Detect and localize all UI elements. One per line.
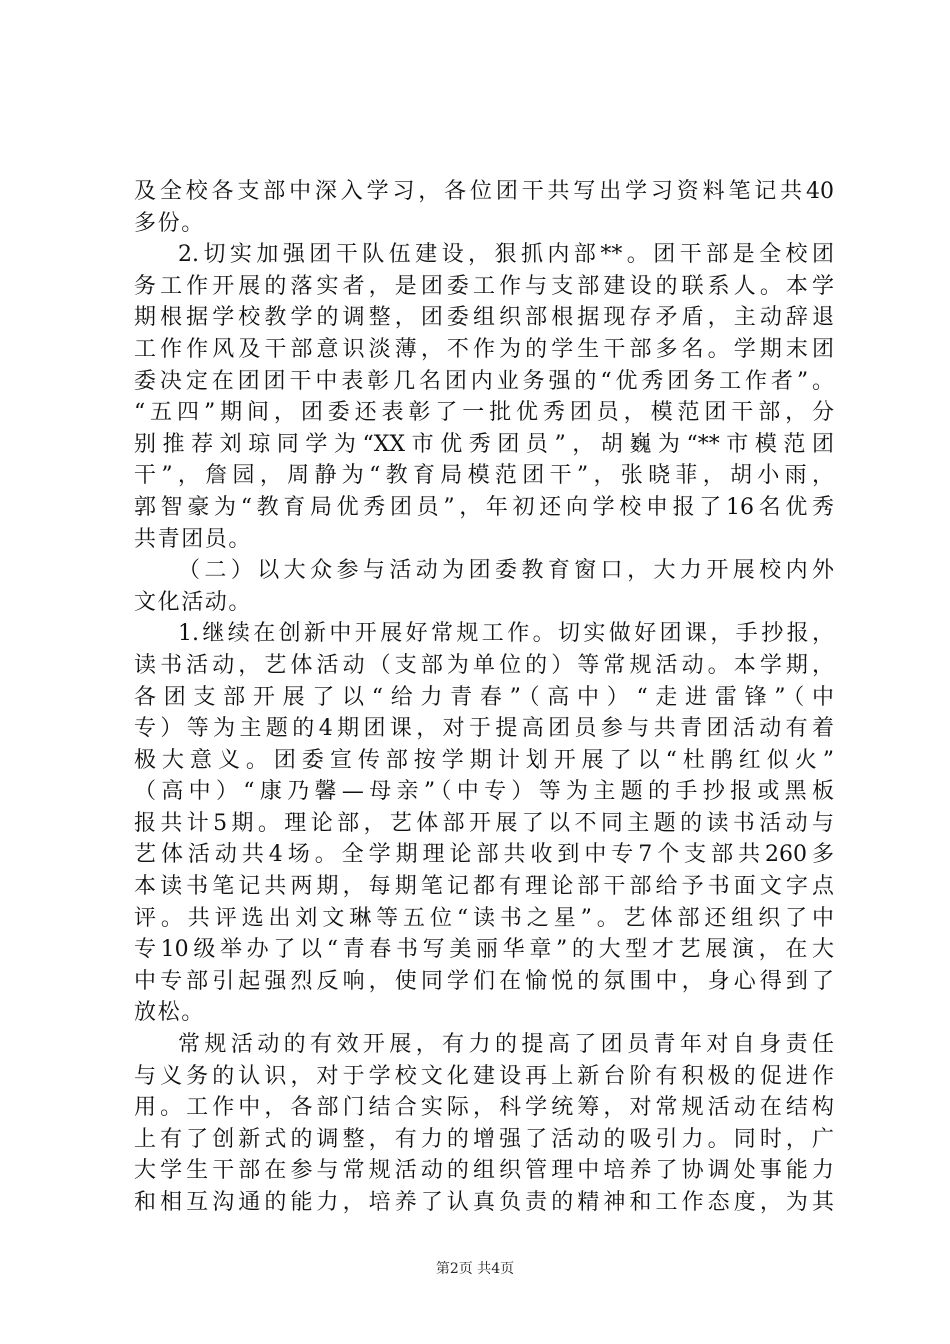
text-line: 上有了创新式的调整，有力的增强了活动的吸引力。同时，广 <box>134 1126 834 1152</box>
text-line: 各团支部开展了以“给力青春”（高中）“走进雷锋”（中 <box>134 684 834 710</box>
text-line: 务工作开展的落实者，是团委工作与支部建设的联系人。本学 <box>134 273 834 299</box>
text-line: 多份。 <box>134 210 205 236</box>
text-line: 极大意义。团委宣传部按学期计划开展了以“杜鹃红似火” <box>134 747 834 773</box>
text-line: 与义务的认识，对于学校文化建设再上新台阶有积极的促进作 <box>134 1063 834 1089</box>
text-line: 干”，詹园，周静为“教育局模范团干”，张晓菲，胡小雨， <box>134 463 834 489</box>
text-line: 报共计5期。理论部，艺体部开展了以不同主题的读书活动与 <box>134 810 834 836</box>
text-line: 郭智豪为“教育局优秀团员”，年初还向学校申报了16名优秀 <box>134 494 834 520</box>
text-line: 文化活动。 <box>134 589 253 615</box>
text-line: 2.切实加强团干队伍建设，狠抓内部**。团干部是全校团 <box>178 242 834 268</box>
document-body <box>134 176 834 1219</box>
page-number-footer: 第2页 共4页 <box>435 1261 515 1277</box>
text-line: （高中）“康乃馨—母亲”（中专）等为主题的手抄报或黑板 <box>134 779 834 805</box>
text-line: 共青团员。 <box>134 526 253 552</box>
text-line: 及全校各支部中深入学习，各位团干共写出学习资料笔记共40 <box>134 179 834 204</box>
text-line: 别推荐刘琼同学为“XX市优秀团员”，胡巍为“**市模范团 <box>134 431 834 457</box>
text-line: 本读书笔记共两期，每期笔记都有理论部干部给予书面文字点 <box>134 874 834 900</box>
text-line: 评。共评选出刘文琳等五位“读书之星”。艺体部还组织了中 <box>134 905 834 931</box>
text-line: 中专部引起强烈反响，使同学们在愉悦的氛围中，身心得到了 <box>134 968 834 994</box>
text-line: 大学生干部在参与常规活动的组织管理中培养了协调处事能力 <box>134 1158 834 1184</box>
text-line: 期根据学校教学的调整，团委组织部根据现存矛盾，主动辞退 <box>134 305 834 331</box>
text-line: 和相互沟通的能力，培养了认真负责的精神和工作态度，为其 <box>134 1190 834 1215</box>
text-line: 委决定在团团干中表彰几名团内业务强的“优秀团务工作者”。 <box>134 368 834 394</box>
text-line: （二）以大众参与活动为团委教育窗口，大力开展校内外 <box>178 558 834 584</box>
text-line: 艺体活动共4场。全学期理论部共收到中专7个支部共260多 <box>134 842 834 868</box>
text-line: 专10级举办了以“青春书写美丽华章”的大型才艺展演，在大 <box>134 937 834 963</box>
text-line: 工作作风及干部意识淡薄，不作为的学生干部多名。学期末团 <box>134 336 834 362</box>
text-line: 读书活动，艺体活动（支部为单位的）等常规活动。本学期， <box>134 652 834 678</box>
text-line: 专）等为主题的4期团课，对于提高团员参与共青团活动有着 <box>134 716 834 742</box>
text-line: “五四”期间，团委还表彰了一批优秀团员，模范团干部，分 <box>134 400 834 426</box>
text-line: 1.继续在创新中开展好常规工作。切实做好团课，手抄报， <box>178 621 834 647</box>
text-line: 常规活动的有效开展，有力的提高了团员青年对自身责任 <box>178 1032 834 1058</box>
text-line: 用。工作中，各部门结合实际，科学统筹，对常规活动在结构 <box>134 1095 834 1121</box>
text-line: 放松。 <box>134 1000 205 1026</box>
